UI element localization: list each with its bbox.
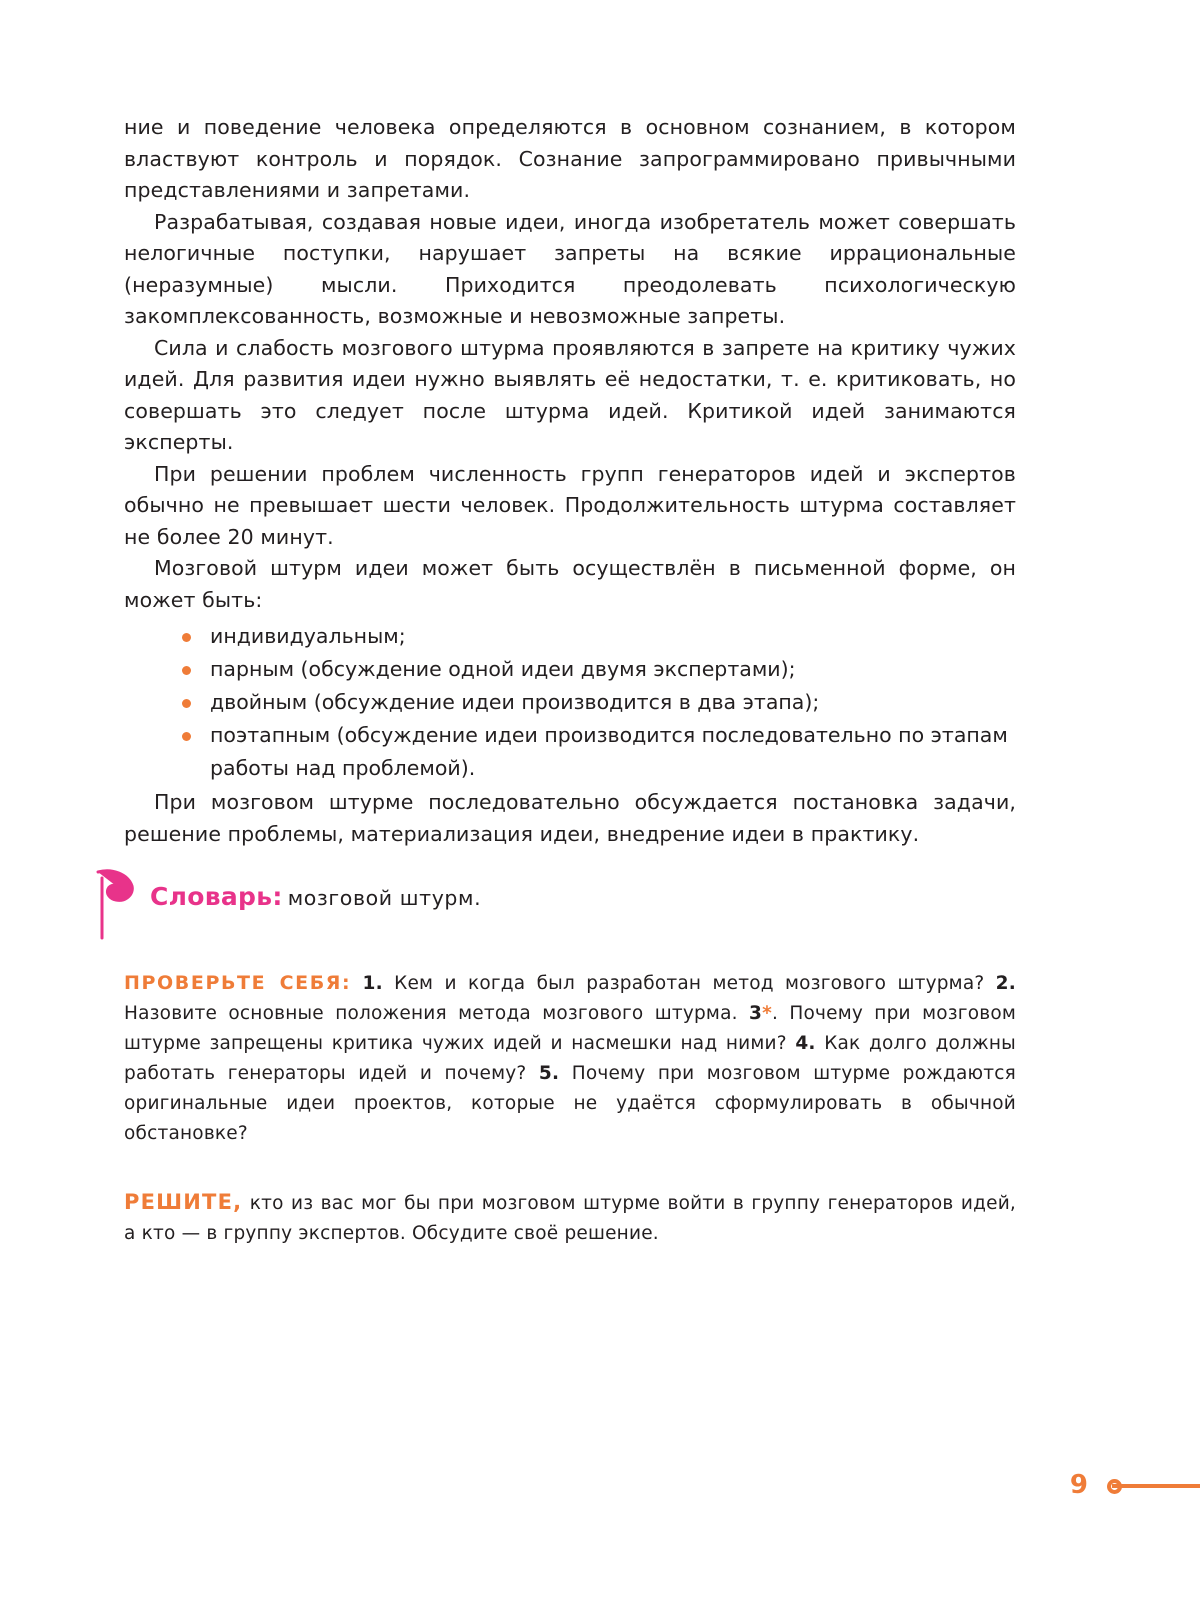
page-number: 9	[1069, 1470, 1088, 1500]
vocabulary-terms: мозговой штурм.	[287, 886, 482, 910]
question-text: Назовите основные положения метода мозгового штурма.	[124, 1003, 738, 1024]
question-number: 2.	[995, 973, 1016, 994]
list-item	[124, 653, 1016, 686]
question-number: 3	[749, 1003, 763, 1024]
bullet-dot-icon	[182, 732, 191, 741]
page-footer	[0, 1460, 1200, 1500]
question-text: Кем и когда был разработан метод мозгового штурма?	[394, 973, 985, 994]
check-yourself-block	[124, 968, 1016, 1149]
list-item	[124, 686, 1016, 719]
vocabulary-block	[124, 882, 1016, 936]
question-text: Как долго должны работать генераторы идей и почему?	[124, 1033, 1016, 1084]
list-item-label: поэтапным (обсуждение идеи производится последовательно по этапам работы над проблемой).	[210, 723, 1008, 780]
list-item	[124, 620, 1016, 653]
page-content	[124, 112, 1016, 1249]
footer-rule	[1112, 1484, 1200, 1488]
bookmark-icon	[92, 868, 136, 942]
paragraph: При мозговом штурме последовательно обсуждается постановка задачи, решение проблемы, материализация идеи, внедрение идеи в практику.	[124, 790, 1016, 846]
question-star-icon: *	[762, 1003, 772, 1024]
bullet-dot-icon	[182, 699, 191, 708]
bullet-dot-icon	[182, 633, 191, 642]
bullet-list	[124, 620, 1016, 785]
solve-label: РЕШИТЕ,	[124, 1190, 243, 1214]
paragraph: Мозговой штурм идеи может быть осуществлён в письменной форме, он может быть:	[124, 556, 1016, 612]
question-number: 5.	[538, 1063, 560, 1084]
paragraph: Разрабатывая, создавая новые идеи, иногда изобретатель может совершать нелогичные поступки, нарушает запреты на всякие иррациональные (неразумные) мысли. Приходится преодолевать психологическую закомплексованность, возможные и невозможные запреты.	[124, 209, 1016, 328]
vocabulary-title: Словарь:	[150, 882, 283, 911]
list-item-label: парным (обсуждение одной идеи двумя экспертами);	[210, 657, 796, 681]
paragraph-continued: ние и поведение человека определяются в основном сознанием, в котором властвуют контроль и порядок. Сознание запрограммировано привычными представлениями и запретами.	[124, 115, 1016, 202]
paragraph: При решении проблем численность групп генераторов идей и экспертов обычно не превышает шести человек. Продолжительность штурма составляет не более 20 минут.	[124, 461, 1016, 549]
paragraph: Сила и слабость мозгового штурма проявляются в запрете на критику чужих идей. Для развития идеи нужно выявлять её недостатки, т. е. критиковать, но совершать это следует после штурма идей. Критикой идей занимаются эксперты.	[124, 335, 1016, 454]
question-text: . Почему при мозговом штурме запрещены критика чужих идей и насмешки над ними?	[124, 1003, 1016, 1054]
list-item-label: двойным (обсуждение идеи производится в два этапа);	[210, 690, 820, 714]
check-yourself-label: ПРОВЕРЬТЕ СЕБЯ:	[124, 972, 352, 994]
question-text: Почему при мозговом штурме рождаются оригинальные идеи проектов, которые не удаётся сформулировать в обычной обстановке?	[124, 1063, 1016, 1144]
solve-block	[124, 1187, 1016, 1249]
solve-text: кто из вас мог бы при мозговом штурме войти в группу генераторов идей, а кто — в группу экспертов. Обсудите своё решение.	[124, 1193, 1017, 1244]
list-item	[124, 719, 1016, 785]
question-number: 4.	[795, 1033, 816, 1054]
bullet-dot-icon	[182, 666, 191, 675]
list-item-label: индивидуальным;	[210, 624, 406, 648]
question-number: 1.	[362, 973, 383, 994]
